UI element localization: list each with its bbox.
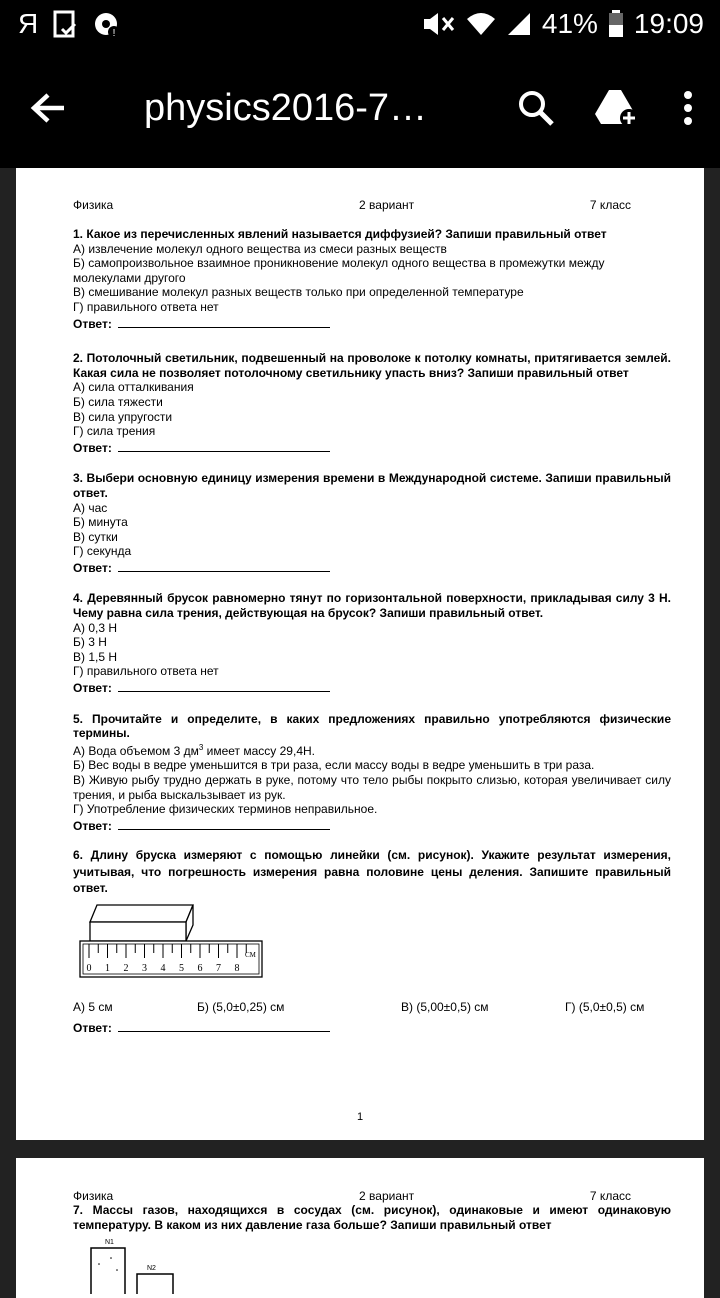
option: Г) правильного ответа нет xyxy=(73,299,219,314)
clipboard-check-icon xyxy=(52,9,78,39)
answer-label: Ответ: xyxy=(73,316,112,331)
option: В) сила упругости xyxy=(73,409,173,424)
app-bar xyxy=(0,48,720,168)
vessel-2 xyxy=(137,1274,173,1294)
option: Б) минута xyxy=(73,515,128,530)
option: В) (5,00±0,5) см xyxy=(401,1000,489,1015)
option: А) час xyxy=(73,500,108,515)
add-to-drive-button[interactable] xyxy=(576,48,656,168)
header-grade: 7 класс xyxy=(589,198,631,212)
option: А) извлечение молекул одного вещества из смеси разных веществ xyxy=(73,241,447,256)
answer-field xyxy=(73,681,671,696)
option: В) 1,5 Н xyxy=(73,649,118,664)
option: А) Вода объемом 3 $дм^3$ имеет массу 29,4Н. xyxy=(73,742,315,758)
battery-percent: 41% xyxy=(541,8,598,39)
ruler-number: 5 xyxy=(179,962,184,974)
ruler-number: 4 xyxy=(160,962,166,974)
settings-alert-icon xyxy=(92,10,120,38)
question-title: 4. Деревянный брусок равномерно тянут по горизонтальной поверхности, прикладывая силу 3 Н. Чему равна сила трения, действующая на брусок? Запиши правильный ответ. xyxy=(73,591,671,621)
option: Б) самопроизвольное взаимное проникновение молекул одного вещества в промежутки между молекулами другого xyxy=(73,256,605,285)
option: Г) (5,0±0,5) см xyxy=(565,1000,645,1015)
signal-icon xyxy=(506,11,532,37)
answer-label: Ответ: xyxy=(73,681,112,696)
option: Г) секунда xyxy=(73,544,132,559)
question-title: 2. Потолочный светильник, подвешенный на проволоке к потолку комнаты, притягивается землей. Какая сила не позволяет потолочному светильнику упасть вниз? Запиши правильный ответ xyxy=(73,351,671,380)
question-title: 1. Какое из перечисленных явлений называется диффузией? Запиши правильный ответ xyxy=(73,227,607,241)
option: Г) Употребление физических терминов неправильное. xyxy=(73,802,378,817)
ruler-drawing xyxy=(73,903,273,983)
carrier-glyph: Я xyxy=(18,8,39,39)
option: А) 5 см xyxy=(73,1000,113,1015)
drive-add-icon xyxy=(593,88,639,128)
question-6 xyxy=(73,847,671,1035)
question-4 xyxy=(73,591,671,695)
search-icon xyxy=(517,89,555,127)
wifi-icon xyxy=(466,11,496,37)
ruler-number: 2 xyxy=(123,962,129,974)
answer-field xyxy=(73,1021,671,1036)
option: В) смешивание молекул разных веществ только при определенной температуре xyxy=(73,285,524,300)
option: В) сутки xyxy=(73,529,118,544)
clock: 19:09 xyxy=(633,8,704,39)
status-bar xyxy=(0,0,720,48)
ruler-unit-label: СМ xyxy=(245,950,256,959)
answer-label: Ответ: xyxy=(73,818,112,833)
search-button[interactable] xyxy=(496,48,576,168)
question-3 xyxy=(73,471,671,575)
question-title: 5. Прочитайте и определите, в каких предложениях правильно употребляются физические термины. xyxy=(73,711,671,741)
option: Б) Вес воды в ведре уменьшится в три раза, если массу воды в ведре уменьшить в три раза. xyxy=(73,758,595,773)
answer-label: Ответ: xyxy=(73,1021,112,1036)
ruler-number: 0 xyxy=(86,962,92,974)
ruler-number: 8 xyxy=(234,962,240,974)
document-title: physics2016-7… xyxy=(144,86,428,129)
question-title: 3. Выбери основную единицу измерения времени в Международной системе. Запиши правильный ответ. xyxy=(73,471,671,500)
option: А) сила отталкивания xyxy=(73,380,194,395)
ruler-number: 7 xyxy=(216,962,221,974)
option: Б) 3 Н xyxy=(73,635,107,650)
vessel-2-label: N2 xyxy=(147,1265,156,1273)
vessel-1 xyxy=(91,1248,125,1294)
question-title: 7. Массы газов, находящихся в сосудах (см. рисунок), одинаковые и имеют одинаковую температуру. В каком из них давление газа больше? Запиши правильный ответ xyxy=(73,1203,671,1232)
question-7 xyxy=(73,1203,671,1298)
option: Б) сила тяжести xyxy=(73,394,163,409)
ruler-number: 6 xyxy=(197,962,203,974)
overflow-menu-button[interactable] xyxy=(656,48,720,168)
page-header xyxy=(73,1189,671,1203)
header-variant: 2 вариант xyxy=(359,198,415,212)
header-subject: Физика xyxy=(73,1189,114,1203)
page-number: 1 xyxy=(356,1111,364,1123)
option: Б) (5,0±0,25) см xyxy=(197,1000,285,1015)
block-front xyxy=(90,922,186,941)
answer-field xyxy=(73,317,671,332)
answer-field xyxy=(73,819,671,834)
mute-icon xyxy=(422,10,456,38)
vessel-1-label: N1 xyxy=(105,1239,114,1247)
question-1 xyxy=(73,227,671,331)
battery-icon xyxy=(608,10,624,38)
option: Г) правильного ответа нет xyxy=(73,664,219,679)
header-subject: Физика xyxy=(73,198,114,212)
page-header xyxy=(73,198,671,212)
answer-field xyxy=(73,561,671,576)
header-grade: 7 класс xyxy=(589,1189,631,1203)
document-page-1[interactable] xyxy=(16,168,704,1140)
option: В) Живую рыбу трудно держать в руке, потому что тело рыбы покрыто слизью, которая увеличивает силу трения, и рыба выскальзывает из рук. xyxy=(73,773,671,802)
back-arrow-icon xyxy=(30,92,66,124)
answer-field xyxy=(73,441,671,456)
question-5 xyxy=(73,712,671,834)
vessels-figure xyxy=(77,1234,197,1294)
back-button[interactable] xyxy=(0,48,96,168)
document-page-2[interactable] xyxy=(16,1158,704,1298)
answer-label: Ответ: xyxy=(73,560,112,575)
block-top xyxy=(90,905,193,922)
option: Г) сила трения xyxy=(73,424,156,439)
answer-label: Ответ: xyxy=(73,440,112,455)
question-title: 6. Длину бруска измеряют с помощью линейки (см. рисунок). Укажите результат измерения, учитывая, что погрешность измерения равна половине цены деления. Запишите правильный ответ. xyxy=(73,848,671,896)
svg-text:!: ! xyxy=(112,28,116,38)
header-variant: 2 вариант xyxy=(359,1189,415,1203)
ruler-number: 3 xyxy=(142,962,147,974)
ruler-number: 1 xyxy=(105,962,110,974)
ruler-figure xyxy=(73,903,671,987)
more-vert-icon xyxy=(683,90,693,126)
option: А) 0,3 Н xyxy=(73,620,118,635)
options-row xyxy=(73,1000,671,1015)
question-2 xyxy=(73,351,671,455)
